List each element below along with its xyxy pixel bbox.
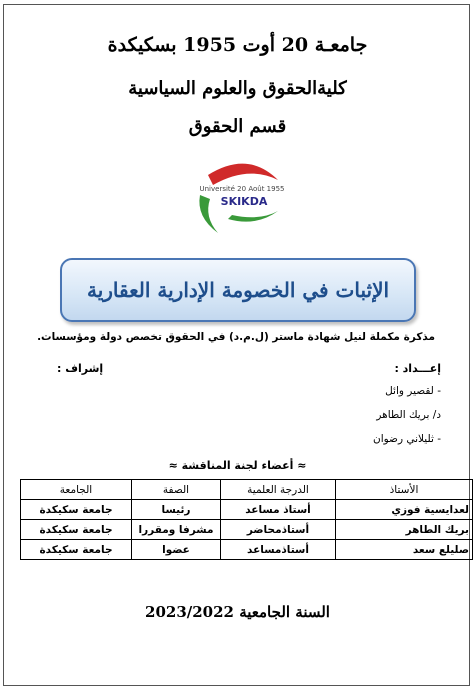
- student-name: - ثليلاني رضوان: [372, 433, 441, 445]
- page-border: [3, 4, 470, 686]
- thesis-title: الإثبات في الخصومة الإدارية العقارية: [86, 278, 390, 302]
- committee-title: ≈ أعضاء لجنة المناقشة ≈: [168, 459, 307, 472]
- cell-professor: صليلع سعد: [336, 540, 473, 560]
- cell-university: جامعة سكيكدة: [21, 500, 132, 520]
- header-role: الصفة: [132, 480, 221, 500]
- table-row: [21, 520, 473, 540]
- header-professor: الأستاذ: [336, 480, 473, 500]
- cell-role: رئيسا: [132, 500, 221, 520]
- cell-rank: أستاذمساعد: [221, 540, 336, 560]
- header-rank: الدرجة العلمية: [221, 480, 336, 500]
- cell-role: عضوا: [132, 540, 221, 560]
- cell-role: مشرفا ومقررا: [132, 520, 221, 540]
- cell-professor: لعدايسية فوزي: [336, 500, 473, 520]
- header-university: الجامعة: [21, 480, 132, 500]
- university-logo: [188, 155, 288, 235]
- university-name: جامعـة 20 أوت 1955 بسكيكدة: [107, 34, 368, 56]
- cell-university: جامعة سكيكدة: [21, 540, 132, 560]
- cell-rank: أستاذ مساعد: [221, 500, 336, 520]
- table-row: [21, 540, 473, 560]
- logo-caption: Université 20 Août 1955: [199, 185, 285, 193]
- prepared-by-label: إعـــداد :: [394, 362, 441, 375]
- academic-year: السنة الجامعية 2023/2022: [145, 603, 330, 621]
- thesis-title-box: [60, 258, 416, 322]
- cell-university: جامعة سكيكدة: [21, 520, 132, 540]
- faculty-name: كليةالحقوق والعلوم السياسية: [128, 78, 347, 99]
- department-name: قسم الحقوق: [188, 116, 287, 137]
- cell-professor: بريك الطاهر: [336, 520, 473, 540]
- supervisor-name: د/ بريك الطاهر: [376, 409, 441, 421]
- committee-table: [20, 479, 473, 560]
- logo-name: SKIKDA: [220, 195, 268, 208]
- cell-rank: أستاذمحاضر: [221, 520, 336, 540]
- table-header-row: [21, 480, 473, 500]
- memo-note: مذكرة مكملة لنيل شهادة ماستر (ل.م.د) في الحقوق تخصص دولة ومؤسسات.: [37, 331, 435, 343]
- supervisor-label: إشراف :: [57, 362, 104, 375]
- student-name: - لقصير وائل: [385, 385, 441, 397]
- table-row: [21, 500, 473, 520]
